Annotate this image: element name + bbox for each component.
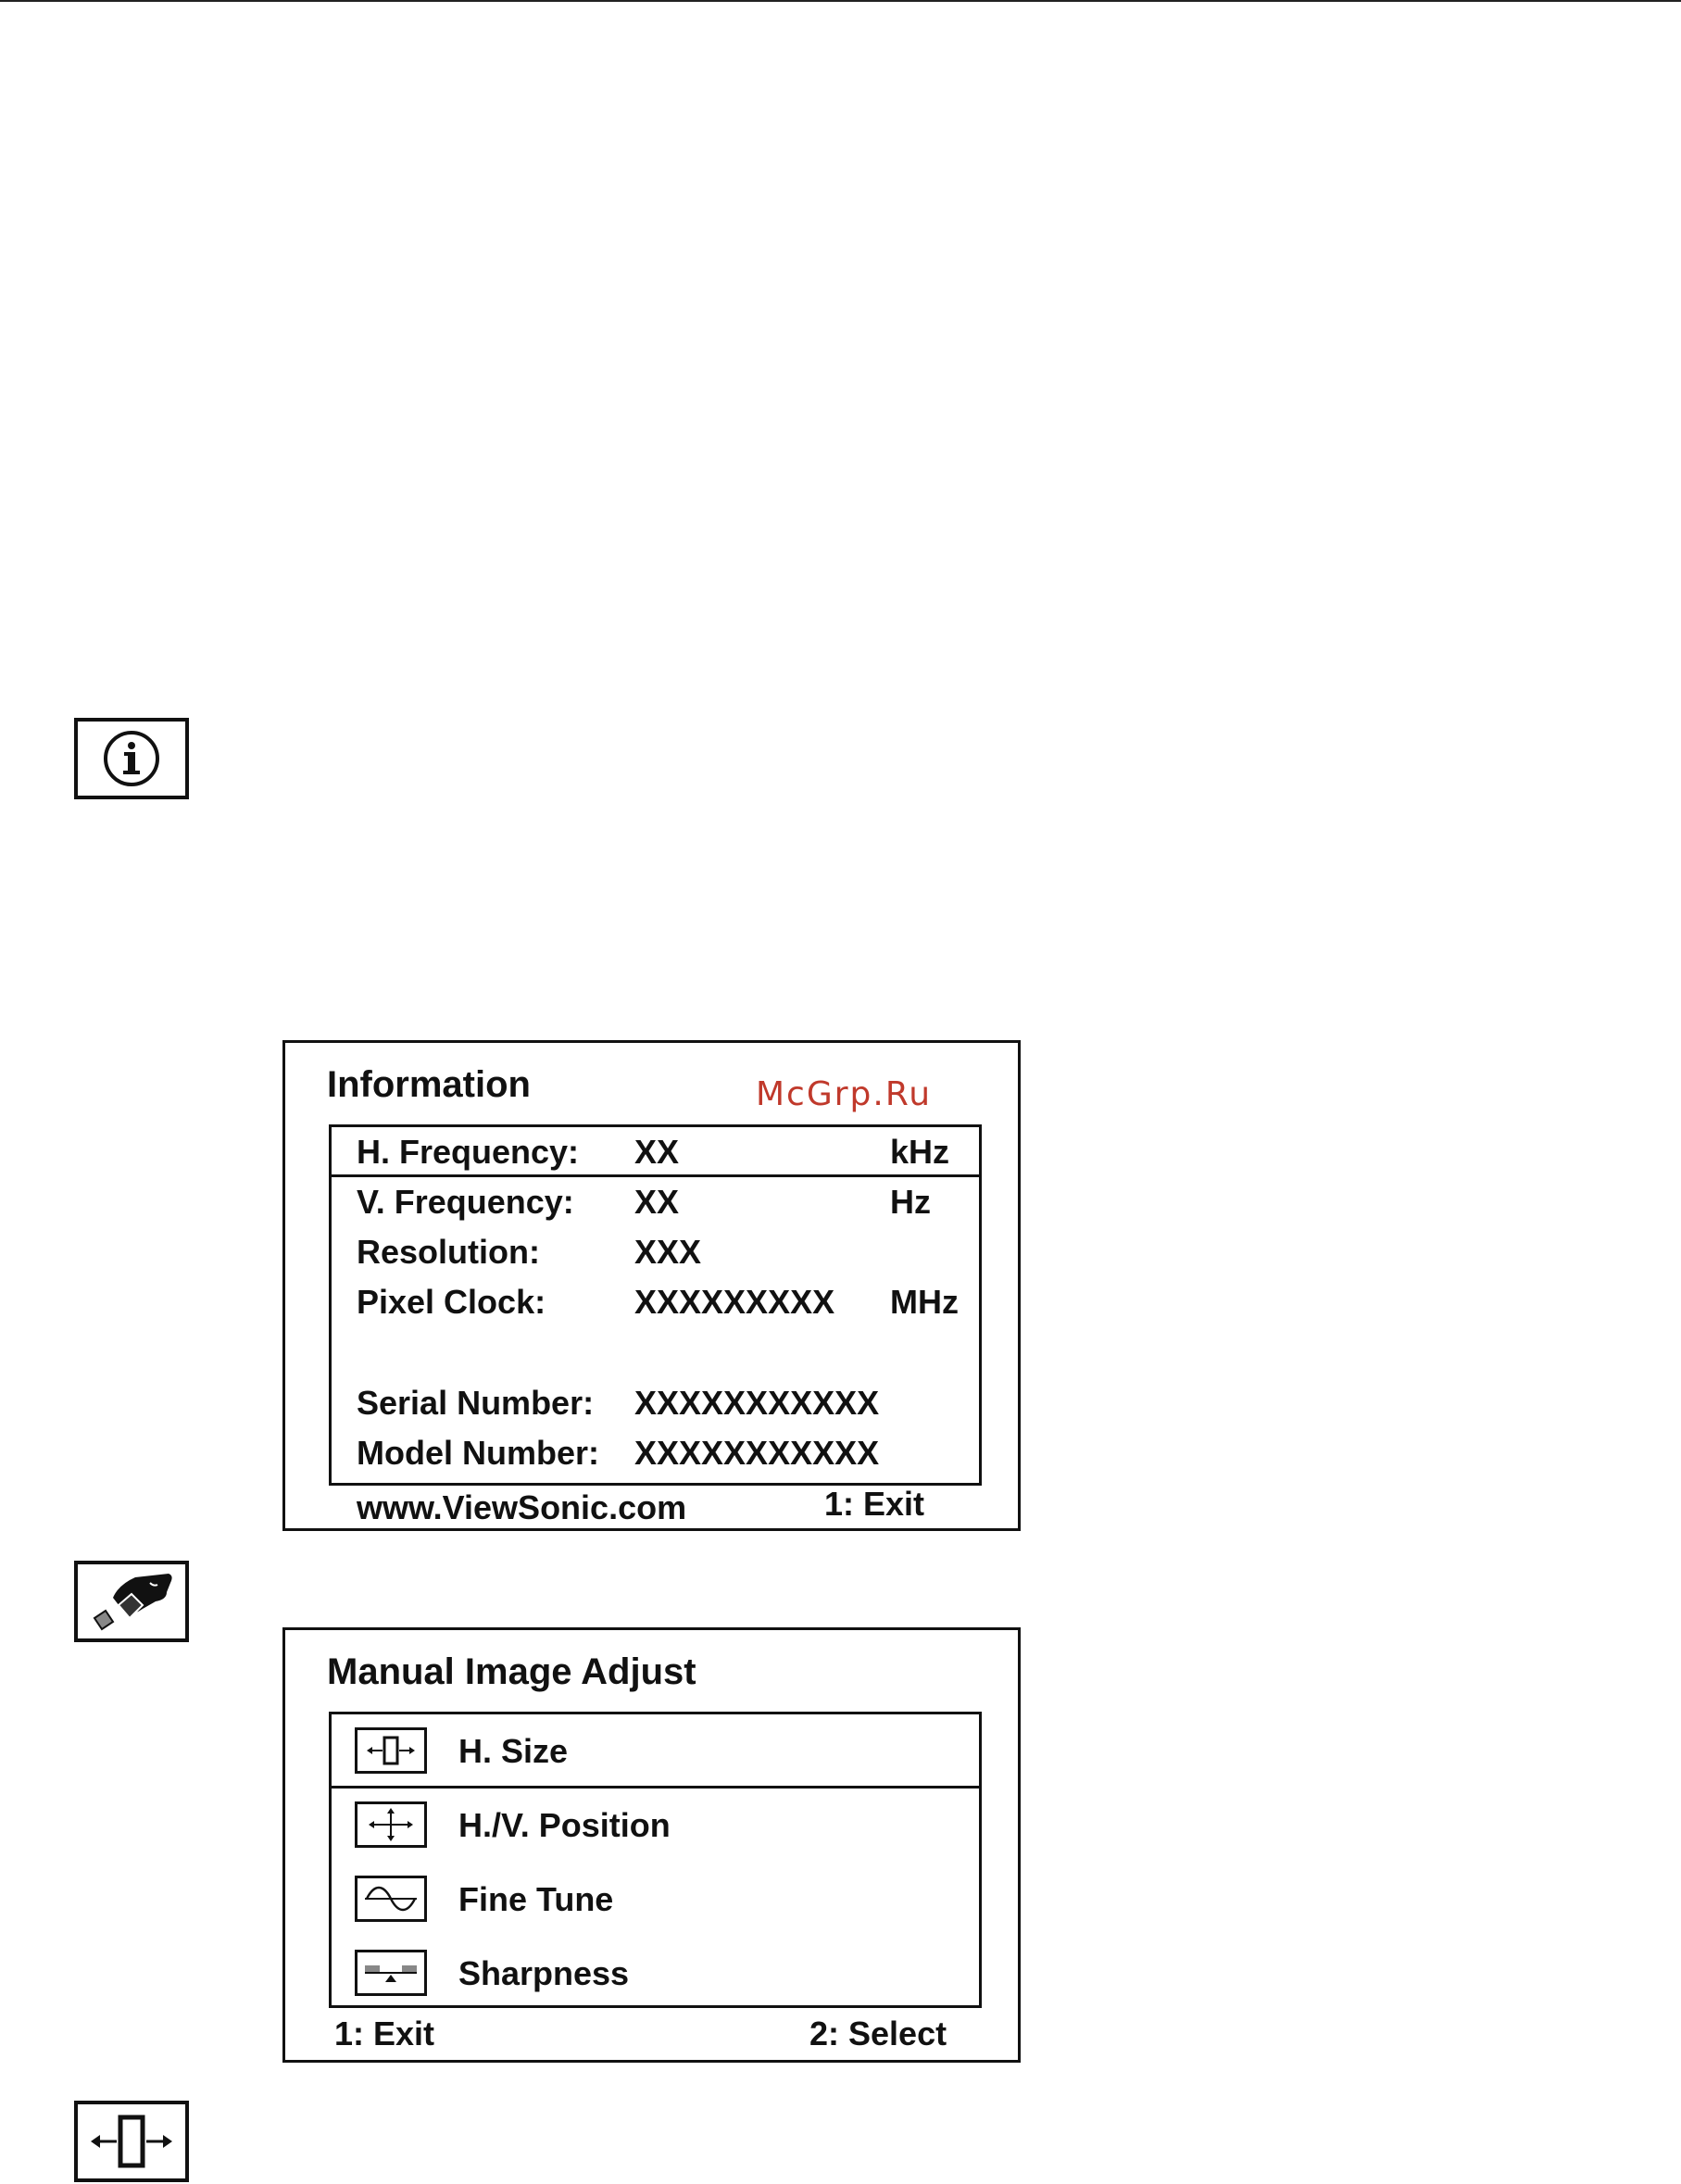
fine-tune-icon <box>355 1876 427 1922</box>
menu-item-sharpness[interactable] <box>332 1937 979 2011</box>
menu-item-hv-position[interactable] <box>332 1789 979 1863</box>
info-label: V. Frequency: <box>357 1183 574 1221</box>
manual-image-adjust-icon <box>74 1561 189 1642</box>
info-value: XX <box>634 1133 680 1171</box>
info-label: Model Number: <box>357 1434 600 1472</box>
info-label: Pixel Clock: <box>357 1283 546 1321</box>
info-row-serial-number <box>332 1378 979 1428</box>
menu-item-h-size[interactable] <box>332 1714 979 1789</box>
info-value: XX <box>634 1183 680 1221</box>
select-hint: 2: Select <box>809 2015 947 2052</box>
info-row-h-frequency[interactable] <box>332 1127 979 1177</box>
information-list <box>329 1124 982 1486</box>
info-unit: kHz <box>890 1133 950 1171</box>
info-row-pixel-clock <box>332 1277 979 1327</box>
hv-position-icon <box>355 1801 427 1848</box>
info-row-resolution <box>332 1227 979 1277</box>
exit-hint: 1: Exit <box>824 1485 925 1523</box>
information-title: Information <box>327 1064 531 1105</box>
website-link: www.ViewSonic.com <box>357 1488 687 1526</box>
manual-image-adjust-title: Manual Image Adjust <box>327 1651 696 1692</box>
menu-item-label: H. Size <box>458 1732 569 1770</box>
manual-image-adjust-panel <box>282 1627 1021 2063</box>
info-value: XXXXXXXXXXX <box>634 1384 880 1422</box>
info-value: XXXXXXXXXXX <box>634 1434 880 1472</box>
info-label: H. Frequency: <box>357 1133 580 1171</box>
info-value: XXX <box>634 1233 702 1271</box>
adjust-menu-list <box>329 1712 982 2008</box>
menu-item-label: Sharpness <box>458 1954 630 1992</box>
info-value: XXXXXXXXX <box>634 1283 835 1321</box>
exit-hint: 1: Exit <box>334 2015 435 2052</box>
menu-item-fine-tune[interactable] <box>332 1863 979 1937</box>
top-rule <box>0 0 1681 2</box>
information-panel <box>282 1040 1021 1531</box>
watermark: McGrp.Ru <box>756 1075 933 1113</box>
sharpness-icon <box>355 1950 427 1996</box>
h-size-icon <box>355 1727 427 1774</box>
info-row-model-number <box>332 1428 979 1478</box>
info-label: Resolution: <box>357 1233 540 1271</box>
info-row-v-frequency <box>332 1177 979 1227</box>
info-label: Serial Number: <box>357 1384 595 1422</box>
info-unit: MHz <box>890 1283 959 1321</box>
menu-item-label: Fine Tune <box>458 1880 614 1918</box>
info-icon <box>74 718 189 799</box>
h-size-icon <box>74 2101 189 2182</box>
menu-item-label: H./V. Position <box>458 1806 671 1844</box>
info-unit: Hz <box>890 1183 931 1221</box>
